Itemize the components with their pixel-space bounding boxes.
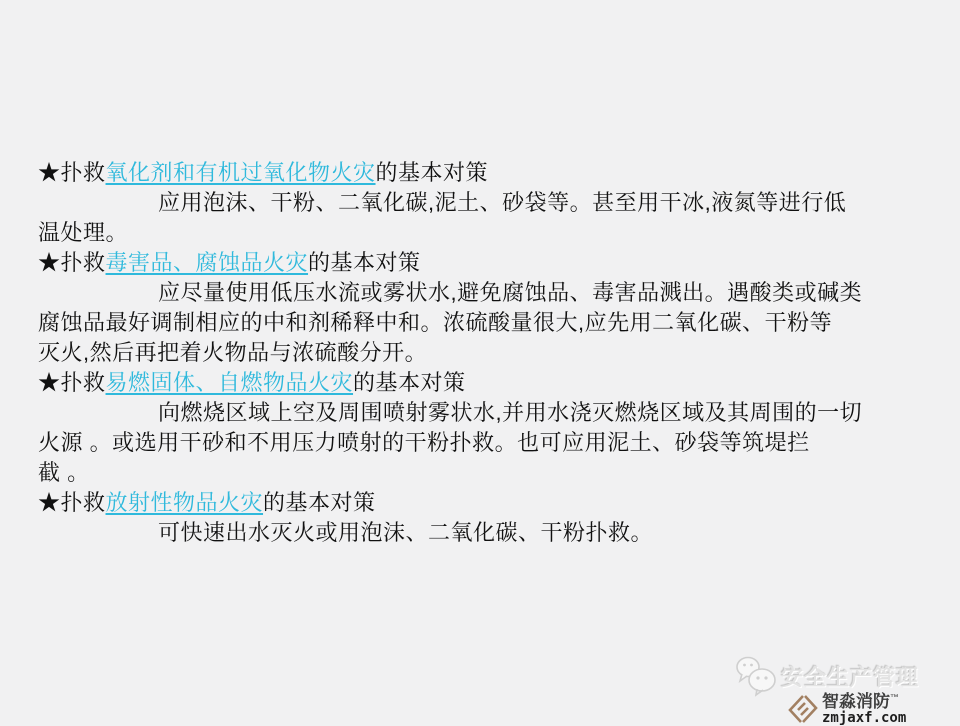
header-suffix: 的基本对策 <box>375 160 489 185</box>
topic-header-flammable-solid <box>38 368 938 398</box>
topic-body-line: 截 。 <box>38 460 90 485</box>
slide-text-body <box>38 158 938 548</box>
header-suffix: 的基本对策 <box>263 490 376 515</box>
hyperlink-toxic-corrosive-fire[interactable]: 毒害品、腐蚀品火灾 <box>105 250 309 275</box>
topic-body-line: 应尽量使用低压水流或雾状水,避免腐蚀品、毒害品溅出。遇酸类或碱类 <box>158 280 863 305</box>
hyperlink-flammable-solid-fire[interactable]: 易燃固体、自燃物品火灾 <box>105 370 354 395</box>
hyperlink-radioactive-fire[interactable]: 放射性物品火灾 <box>105 490 264 515</box>
trademark-mark: ™ <box>890 692 899 703</box>
hyperlink-oxidizer-fire[interactable]: 氧化剂和有机过氧化物火灾 <box>105 160 376 185</box>
wechat-icon <box>733 653 779 699</box>
watermark-title: 安全生产管理 <box>781 664 920 690</box>
brand-name: 智淼消防™ <box>822 692 899 711</box>
topic-body-line: 火源 。或选用干砂和不用压力喷射的干粉扑救。也可应用泥土、砂袋等筑堤拦 <box>38 430 810 455</box>
header-suffix: 的基本对策 <box>353 370 466 395</box>
topic-header-toxic-corrosive <box>38 248 938 278</box>
header-prefix: ★扑救 <box>38 370 106 395</box>
header-suffix: 的基本对策 <box>308 250 421 275</box>
topic-body-line: 向燃烧区域上空及周围喷射雾状水,并用水浇灭燃烧区域及其周围的一切 <box>158 400 863 425</box>
topic-body-line: 可快速出水灭火或用泡沫、二氧化碳、干粉扑救。 <box>158 520 654 545</box>
topic-body-line: 温处理。 <box>38 220 129 245</box>
header-prefix: ★扑救 <box>38 250 106 275</box>
topic-body-line: 灭火,然后再把着火物品与浓硫酸分开。 <box>38 340 428 365</box>
topic-body-line: 应用泡沫、干粉、二氧化碳,泥土、砂袋等。甚至用干冰,液氮等进行低 <box>158 190 847 215</box>
watermark-brand-text <box>822 693 906 726</box>
topic-body-line: 腐蚀品最好调制相应的中和剂稀释中和。浓硫酸量很大,应先用二氧化碳、干粉等 <box>38 310 833 335</box>
zhimiao-diamond-logo-icon <box>788 693 818 725</box>
brand-domain: zmjaxf.com <box>822 709 907 726</box>
header-prefix: ★扑救 <box>38 490 106 515</box>
watermark-brand-row <box>788 693 948 726</box>
topic-header-oxidizers <box>38 158 938 188</box>
watermark <box>733 653 948 726</box>
header-prefix: ★扑救 <box>38 160 106 185</box>
topic-header-radioactive <box>38 488 938 518</box>
